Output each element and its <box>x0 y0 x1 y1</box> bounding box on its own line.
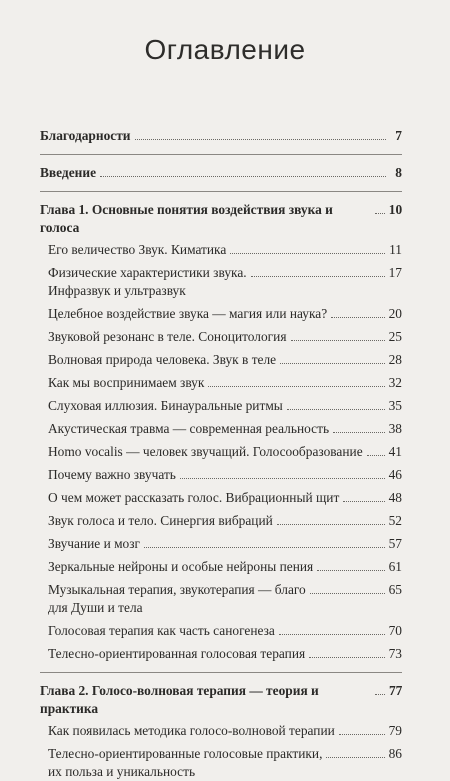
toc-entry-label: Глава 2. Голосо-волновая терапия — теория и практика <box>40 683 319 716</box>
toc-entry-page: 48 <box>388 490 402 505</box>
divider <box>40 672 402 673</box>
dot-leader <box>280 363 384 364</box>
toc-entry-label: Телесно-ориентированные голосовые практики, их польза и уникальность <box>48 746 323 779</box>
toc-entry-page: 61 <box>388 559 402 574</box>
dot-leader <box>367 455 385 456</box>
toc-entry-label: Как мы воспринимаем звук <box>48 375 205 390</box>
toc-entry-label: Музыкальная терапия, звукотерапия — благо для Души и тела <box>48 582 306 615</box>
dot-leader <box>277 524 385 525</box>
toc-entry[interactable] <box>40 374 402 392</box>
toc-entry-page: 86 <box>388 746 402 761</box>
toc-entry-acknowledgements[interactable] <box>40 127 402 145</box>
toc-entry-label: Его величество Звук. Киматика <box>48 242 227 257</box>
dot-leader <box>230 253 385 254</box>
toc-entry-page: 70 <box>388 623 402 638</box>
toc-entry[interactable] <box>40 351 402 369</box>
dot-leader <box>317 570 384 571</box>
toc-entry-label: Акустическая травма — современная реальность <box>48 421 330 436</box>
toc-entry-label: Голосовая терапия как часть саногенеза <box>48 623 275 638</box>
toc-entry-page: 38 <box>388 421 402 436</box>
dot-leader <box>375 213 385 214</box>
toc-chapter-1[interactable] <box>40 201 402 237</box>
dot-leader <box>310 593 385 594</box>
toc-entry-label: Зеркальные нейроны и особые нейроны пения <box>48 559 314 574</box>
toc-entry-page: 52 <box>388 513 402 528</box>
toc-entry-page: 79 <box>388 723 402 738</box>
toc-entry-page: 65 <box>388 582 402 597</box>
toc-entry[interactable] <box>40 466 402 484</box>
toc-entry[interactable] <box>40 558 402 576</box>
toc-chapter-2[interactable] <box>40 682 402 718</box>
toc-entry[interactable] <box>40 397 402 415</box>
toc-entry-label: О чем может рассказать голос. Вибрационный щит <box>48 490 340 505</box>
dot-leader <box>291 340 385 341</box>
divider <box>40 191 402 192</box>
toc-entry-page: 25 <box>388 329 402 344</box>
dot-leader <box>100 176 386 177</box>
toc-entry[interactable] <box>40 264 402 300</box>
toc-entry-label: Благодарности <box>40 128 131 143</box>
dot-leader <box>180 478 385 479</box>
toc-entry-label: Звук голоса и тело. Синергия вибраций <box>48 513 273 528</box>
toc-entry-page: 46 <box>388 467 402 482</box>
toc-entry-page: 17 <box>388 265 402 280</box>
toc-entry-label: Физические характеристики звука. Инфразвук и ультразвук <box>48 265 247 298</box>
toc-entry[interactable] <box>40 328 402 346</box>
dot-leader <box>331 317 384 318</box>
toc-entry-label: Homo vocalis — человек звучащий. Голосообразование <box>48 444 363 459</box>
toc-entry-label: Звучание и мозг <box>48 536 141 551</box>
dot-leader <box>279 634 385 635</box>
dot-leader <box>326 757 384 758</box>
table-of-contents <box>40 127 402 781</box>
toc-entry-page: 20 <box>388 306 402 321</box>
toc-entry-label: Телесно-ориентированная голосовая терапия <box>48 646 306 661</box>
toc-entry[interactable] <box>40 420 402 438</box>
toc-entry-page: 41 <box>388 444 402 459</box>
dot-leader <box>375 694 385 695</box>
toc-entry[interactable] <box>40 581 402 617</box>
toc-entry[interactable] <box>40 489 402 507</box>
dot-leader <box>309 657 384 658</box>
divider <box>40 154 402 155</box>
dot-leader <box>287 409 385 410</box>
page-title: Оглавление <box>144 34 306 65</box>
toc-entry-page: 10 <box>388 202 403 217</box>
toc-entry[interactable] <box>40 622 402 640</box>
toc-entry-page: 32 <box>388 375 402 390</box>
toc-entry-page: 28 <box>388 352 402 367</box>
toc-entry-label: Почему важно звучать <box>48 467 176 482</box>
toc-entry-introduction[interactable] <box>40 164 402 182</box>
toc-entry[interactable] <box>40 535 402 553</box>
toc-entry-label: Введение <box>40 165 97 180</box>
toc-entry[interactable] <box>40 512 402 530</box>
dot-leader <box>135 139 386 140</box>
toc-entry-page: 7 <box>395 128 402 143</box>
dot-leader <box>339 734 385 735</box>
toc-entry-page: 57 <box>388 536 402 551</box>
toc-entry-page: 11 <box>389 242 402 257</box>
dot-leader <box>251 276 385 277</box>
toc-entry[interactable] <box>40 443 402 461</box>
toc-entry-page: 8 <box>395 165 402 180</box>
toc-entry[interactable] <box>40 241 402 259</box>
toc-entry-label: Волновая природа человека. Звук в теле <box>48 352 277 367</box>
toc-entry[interactable] <box>40 305 402 323</box>
dot-leader <box>208 386 384 387</box>
toc-entry-page: 73 <box>388 646 402 661</box>
dot-leader <box>333 432 385 433</box>
toc-entry[interactable] <box>40 745 402 781</box>
toc-entry-label: Как появилась методика голосо-волновой терапии <box>48 723 335 738</box>
toc-entry-label: Слуховая иллюзия. Бинауральные ритмы <box>48 398 283 413</box>
toc-entry-label: Звуковой резонанс в теле. Соноцитология <box>48 329 287 344</box>
dot-leader <box>343 501 384 502</box>
dot-leader <box>144 547 385 548</box>
toc-entry-page: 77 <box>388 683 403 698</box>
toc-entry[interactable] <box>40 645 402 663</box>
toc-entry-page: 35 <box>388 398 402 413</box>
toc-entry-label: Целебное воздействие звука — магия или наука? <box>48 306 328 321</box>
toc-entry-label: Глава 1. Основные понятия воздействия звука и голоса <box>40 202 333 235</box>
